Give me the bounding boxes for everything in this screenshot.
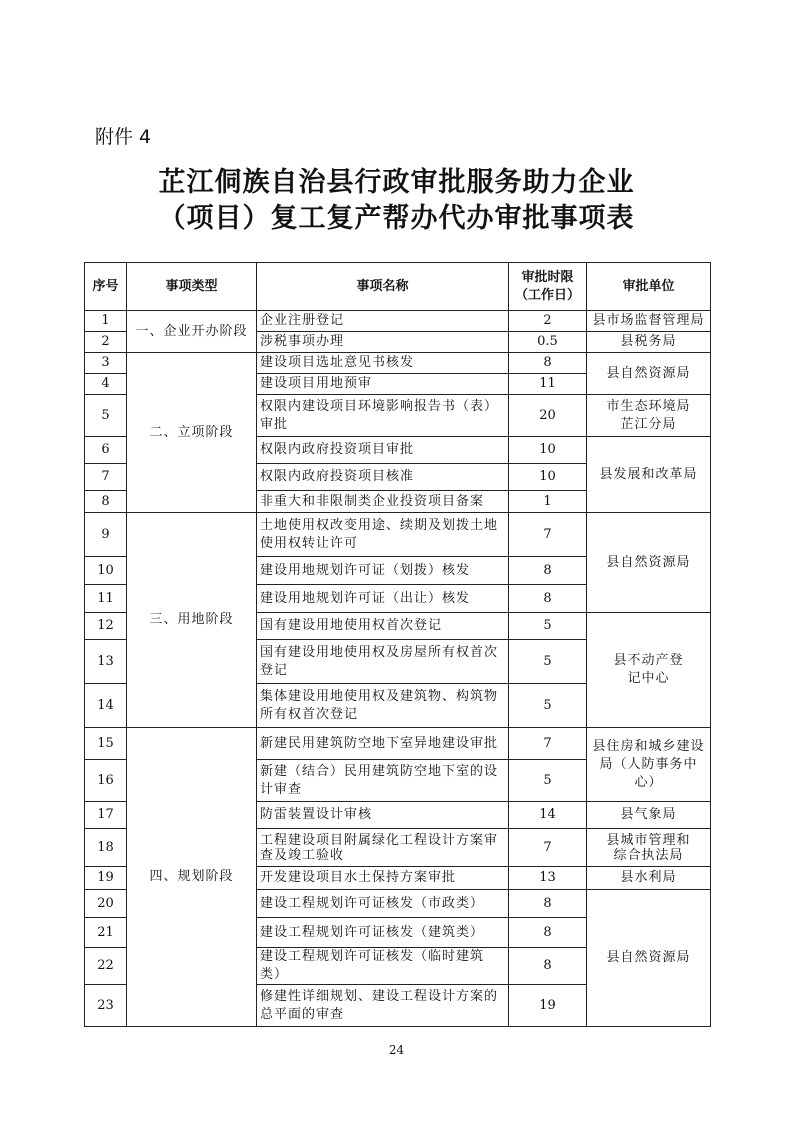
item-days: 5 (509, 760, 587, 802)
approval-items-table (84, 262, 711, 1027)
table-row (85, 353, 711, 374)
item-name: 建设项目选址意见书核发 (257, 353, 509, 374)
item-name: 建设工程规划许可证核发（市政类） (257, 890, 509, 918)
item-name: 权限内建设项目环境影响报告书（表）审批 (257, 395, 509, 437)
header-days-line1: 审批时限 (521, 269, 574, 285)
row-no: 1 (85, 311, 127, 332)
item-name: 非重大和非限制类企业投资项目备案 (257, 491, 509, 513)
item-type-cell: 三、用地阶段 (127, 513, 257, 728)
item-unit: 县住房和城乡建设局（人防事务中心） (587, 728, 711, 802)
item-days: 8 (509, 557, 587, 585)
item-days: 8 (509, 890, 587, 918)
item-name: 建设用地规划许可证（出让）核发 (257, 585, 509, 613)
item-days: 13 (509, 867, 587, 890)
item-name: 新建民用建筑防空地下室异地建设审批 (257, 728, 509, 760)
row-no: 20 (85, 890, 127, 918)
row-no: 21 (85, 918, 127, 948)
item-days: 8 (509, 585, 587, 613)
row-no: 10 (85, 557, 127, 585)
item-unit: 县城市管理和综合执法局 (587, 829, 711, 867)
item-unit: 市生态环境局芷江分局 (587, 395, 711, 437)
item-unit: 县自然资源局 (587, 890, 711, 1027)
item-type-cell: 四、规划阶段 (127, 728, 257, 1027)
item-type-cell: 二、立项阶段 (127, 353, 257, 513)
header-name: 事项名称 (257, 263, 509, 311)
item-days: 8 (509, 353, 587, 374)
item-days: 7 (509, 513, 587, 557)
item-days: 14 (509, 802, 587, 829)
item-days: 1 (509, 491, 587, 513)
item-name: 建设项目用地预审 (257, 374, 509, 395)
item-days: 11 (509, 374, 587, 395)
item-name: 建设工程规划许可证核发（建筑类） (257, 918, 509, 948)
row-no: 13 (85, 640, 127, 684)
item-type-cell: 一、企业开办阶段 (127, 311, 257, 353)
item-name: 权限内政府投资项目审批 (257, 437, 509, 464)
item-unit: 县气象局 (587, 802, 711, 829)
item-name: 国有建设用地使用权首次登记 (257, 613, 509, 640)
item-name: 涉税事项办理 (257, 332, 509, 353)
attachment-label: 附件 4 (95, 126, 152, 148)
item-days: 7 (509, 829, 587, 867)
row-no: 7 (85, 464, 127, 491)
row-no: 16 (85, 760, 127, 802)
item-unit: 县自然资源局 (587, 353, 711, 395)
row-no: 3 (85, 353, 127, 374)
item-unit: 县不动产登记中心 (587, 613, 711, 728)
row-no: 5 (85, 395, 127, 437)
item-unit: 县水利局 (587, 867, 711, 890)
row-no: 22 (85, 948, 127, 985)
item-days: 8 (509, 948, 587, 985)
item-name: 开发建设项目水土保持方案审批 (257, 867, 509, 890)
item-name: 国有建设用地使用权及房屋所有权首次登记 (257, 640, 509, 684)
item-name: 新建（结合）民用建筑防空地下室的设计审查 (257, 760, 509, 802)
document-title-line2: （项目）复工复产帮办代办审批事项表 (158, 203, 635, 234)
header-type: 事项类型 (127, 263, 257, 311)
item-name: 权限内政府投资项目核准 (257, 464, 509, 491)
row-no: 11 (85, 585, 127, 613)
header-unit: 审批单位 (587, 263, 711, 311)
item-name: 修建性详细规划、建设工程设计方案的总平面的审查 (257, 985, 509, 1027)
item-name: 集体建设用地使用权及建筑物、构筑物所有权首次登记 (257, 684, 509, 728)
header-days (509, 263, 587, 311)
row-no: 17 (85, 802, 127, 829)
item-days: 5 (509, 613, 587, 640)
item-days: 10 (509, 437, 587, 464)
item-days: 7 (509, 728, 587, 760)
row-no: 23 (85, 985, 127, 1027)
table-row (85, 728, 711, 760)
item-days: 8 (509, 918, 587, 948)
table-header-row (85, 263, 711, 311)
item-unit: 县自然资源局 (587, 513, 711, 613)
row-no: 19 (85, 867, 127, 890)
row-no: 6 (85, 437, 127, 464)
row-no: 12 (85, 613, 127, 640)
page-number: 24 (388, 1043, 405, 1057)
table-row (85, 513, 711, 557)
header-days-line2: （工作日） (514, 287, 580, 303)
item-days: 20 (509, 395, 587, 437)
item-days: 5 (509, 640, 587, 684)
item-name: 工程建设项目附属绿化工程设计方案审查及竣工验收 (257, 829, 509, 867)
row-no: 8 (85, 491, 127, 513)
item-days: 10 (509, 464, 587, 491)
item-name: 建设用地规划许可证（划拨）核发 (257, 557, 509, 585)
header-no: 序号 (85, 263, 127, 311)
row-no: 4 (85, 374, 127, 395)
item-unit: 县发展和改革局 (587, 437, 711, 513)
item-unit: 县市场监督管理局 (587, 311, 711, 332)
item-days: 19 (509, 985, 587, 1027)
item-days: 5 (509, 684, 587, 728)
item-name: 防雷装置设计审核 (257, 802, 509, 829)
row-no: 14 (85, 684, 127, 728)
row-no: 15 (85, 728, 127, 760)
row-no: 9 (85, 513, 127, 557)
item-name: 企业注册登记 (257, 311, 509, 332)
table-row (85, 311, 711, 332)
item-name: 土地使用权改变用途、续期及划拨土地使用权转让许可 (257, 513, 509, 557)
document-title-line1: 芷江侗族自治县行政审批服务助力企业 (158, 167, 635, 198)
row-no: 18 (85, 829, 127, 867)
item-days: 2 (509, 311, 587, 332)
item-unit: 县税务局 (587, 332, 711, 353)
item-days: 0.5 (509, 332, 587, 353)
row-no: 2 (85, 332, 127, 353)
item-name: 建设工程规划许可证核发（临时建筑类） (257, 948, 509, 985)
